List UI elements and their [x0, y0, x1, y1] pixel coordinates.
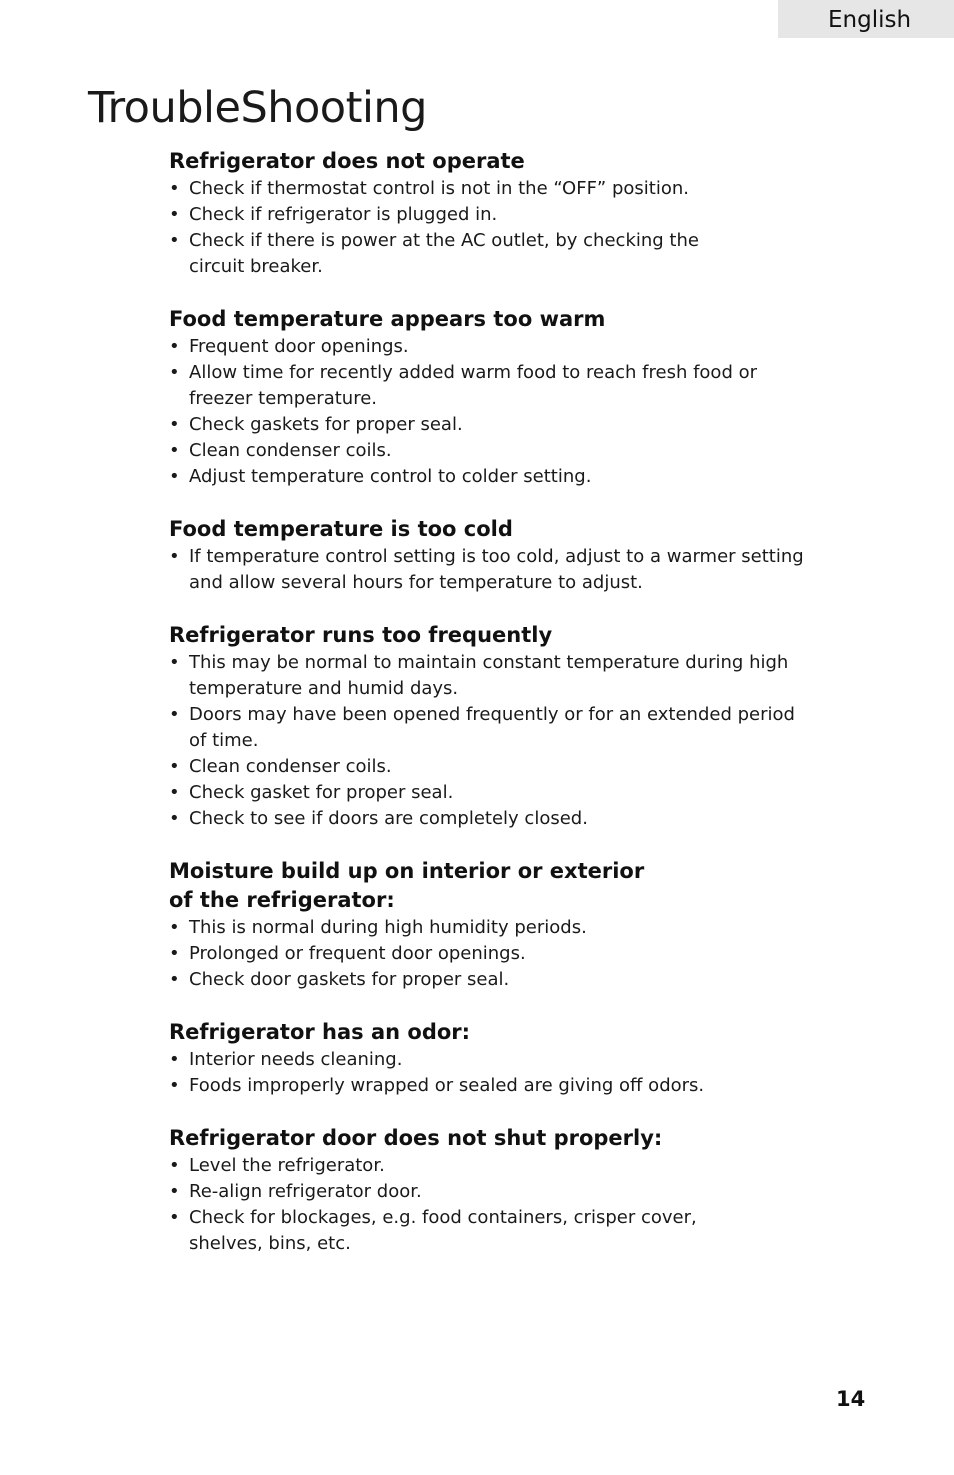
list-item — [169, 915, 849, 941]
bullet-list — [169, 1047, 849, 1099]
list-item-line: shelves, bins, etc. — [189, 1233, 351, 1254]
list-item-line: Foods improperly wrapped or sealed are giving off odors. — [189, 1075, 705, 1096]
list-item-line: circuit breaker. — [189, 256, 323, 277]
language-tab: English — [778, 0, 954, 38]
section-heading — [169, 515, 849, 544]
list-item — [169, 941, 849, 967]
section-heading — [169, 1018, 849, 1047]
list-item-line: Prolonged or frequent door openings. — [189, 943, 526, 964]
troubleshooting-section — [169, 147, 849, 280]
list-item — [169, 228, 849, 280]
list-item-line: Interior needs cleaning. — [189, 1049, 403, 1070]
list-item-line: Clean condenser coils. — [189, 440, 392, 461]
list-item-line: Clean condenser coils. — [189, 756, 392, 777]
list-item-line: Level the refrigerator. — [189, 1155, 385, 1176]
troubleshooting-section — [169, 1018, 849, 1099]
section-heading — [169, 147, 849, 176]
bullet-list — [169, 1153, 849, 1257]
list-item-line: Allow time for recently added warm food to reach fresh food or — [189, 362, 758, 383]
bullet-list — [169, 334, 849, 490]
list-item — [169, 334, 849, 360]
troubleshooting-section — [169, 1124, 849, 1257]
list-item-line: Check gasket for proper seal. — [189, 782, 454, 803]
list-item-line: temperature and humid days. — [189, 678, 459, 699]
section-heading — [169, 1124, 849, 1153]
troubleshooting-section — [169, 515, 849, 596]
list-item-line: Re-align refrigerator door. — [189, 1181, 422, 1202]
bullet-list — [169, 544, 849, 596]
list-item-line: Check if thermostat control is not in the “OFF” position. — [189, 178, 690, 199]
section-heading — [169, 305, 849, 334]
list-item-line: Check for blockages, e.g. food containers, crisper cover, — [189, 1207, 697, 1228]
list-item-line: of time. — [189, 730, 259, 751]
list-item — [169, 702, 849, 754]
list-item — [169, 754, 849, 780]
troubleshooting-section — [169, 621, 849, 832]
list-item — [169, 438, 849, 464]
list-item-line: Check if refrigerator is plugged in. — [189, 204, 498, 225]
section-heading-line: Refrigerator does not operate — [169, 149, 525, 173]
troubleshooting-section — [169, 305, 849, 490]
section-heading-line: Food temperature appears too warm — [169, 307, 606, 331]
list-item — [169, 360, 849, 412]
page-title: TroubleShooting — [88, 83, 427, 133]
list-item-line: If temperature control setting is too cold, adjust to a warmer setting — [189, 546, 804, 567]
section-heading-line: Refrigerator door does not shut properly: — [169, 1126, 663, 1150]
list-item — [169, 650, 849, 702]
list-item — [169, 1153, 849, 1179]
list-item — [169, 176, 849, 202]
list-item — [169, 464, 849, 490]
list-item — [169, 1073, 849, 1099]
list-item-line: Doors may have been opened frequently or for an extended period — [189, 704, 795, 725]
list-item-line: This may be normal to maintain constant temperature during high — [189, 652, 789, 673]
list-item — [169, 1047, 849, 1073]
list-item — [169, 967, 849, 993]
section-heading-line: Food temperature is too cold — [169, 517, 513, 541]
list-item-line: freezer temperature. — [189, 388, 377, 409]
section-heading-line: Refrigerator runs too frequently — [169, 623, 553, 647]
troubleshooting-list — [169, 147, 849, 1282]
section-heading-line: Moisture build up on interior or exterior — [169, 859, 645, 883]
list-item-line: Check door gaskets for proper seal. — [189, 969, 510, 990]
list-item — [169, 806, 849, 832]
list-item — [169, 1179, 849, 1205]
section-heading-line: of the refrigerator: — [169, 888, 395, 912]
section-heading — [169, 857, 849, 915]
list-item — [169, 544, 849, 596]
list-item-line: Frequent door openings. — [189, 336, 409, 357]
list-item-line: Check gaskets for proper seal. — [189, 414, 463, 435]
bullet-list — [169, 915, 849, 993]
page-number: 14 — [836, 1387, 866, 1411]
list-item-line: Check if there is power at the AC outlet, by checking the — [189, 230, 699, 251]
list-item-line: Adjust temperature control to colder setting. — [189, 466, 592, 487]
section-heading-line: Refrigerator has an odor: — [169, 1020, 471, 1044]
list-item — [169, 1205, 849, 1257]
list-item — [169, 412, 849, 438]
section-heading — [169, 621, 849, 650]
troubleshooting-section — [169, 857, 849, 993]
list-item — [169, 780, 849, 806]
list-item-line: Check to see if doors are completely closed. — [189, 808, 588, 829]
list-item-line: This is normal during high humidity periods. — [189, 917, 587, 938]
list-item-line: and allow several hours for temperature to adjust. — [189, 572, 643, 593]
bullet-list — [169, 650, 849, 832]
list-item — [169, 202, 849, 228]
bullet-list — [169, 176, 849, 280]
